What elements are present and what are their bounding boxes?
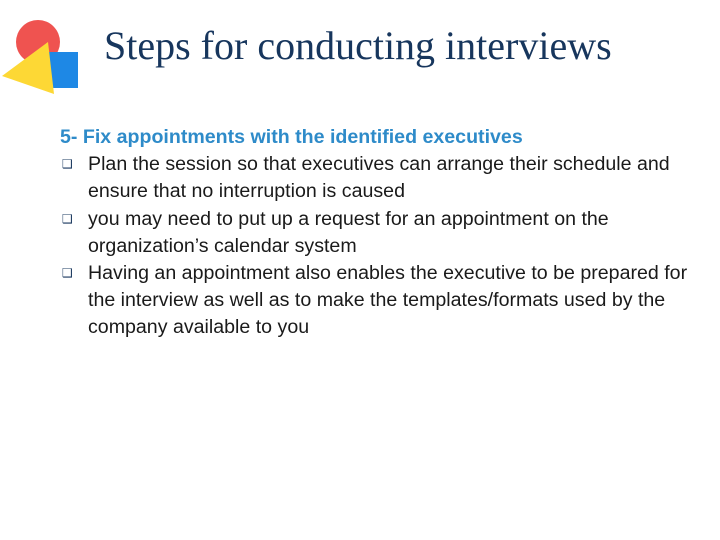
- bullet-item: [60, 260, 700, 342]
- square-bullet-icon: ❑: [62, 266, 73, 281]
- bullet-list: [60, 151, 700, 341]
- step-heading: 5- Fix appointments with the identified executives: [60, 126, 523, 148]
- bullet-text: you may need to put up a request for an appointment on the organization’s calendar system: [88, 207, 609, 257]
- bullet-item: [60, 151, 700, 205]
- slide-body: [60, 124, 700, 342]
- bullet-text: Having an appointment also enables the executive to be prepared for the interview as well as to make the templates/formats used by the company available to you: [88, 262, 688, 339]
- square-bullet-icon: ❑: [62, 211, 73, 226]
- bullet-text: Plan the session so that executives can arrange their schedule and ensure that no interruption is caused: [88, 153, 670, 203]
- square-bullet-icon: ❑: [62, 157, 73, 172]
- slide-title: Steps for conducting interviews: [104, 23, 612, 68]
- bullet-item: [60, 206, 700, 260]
- logo-shapes-icon: [0, 14, 82, 100]
